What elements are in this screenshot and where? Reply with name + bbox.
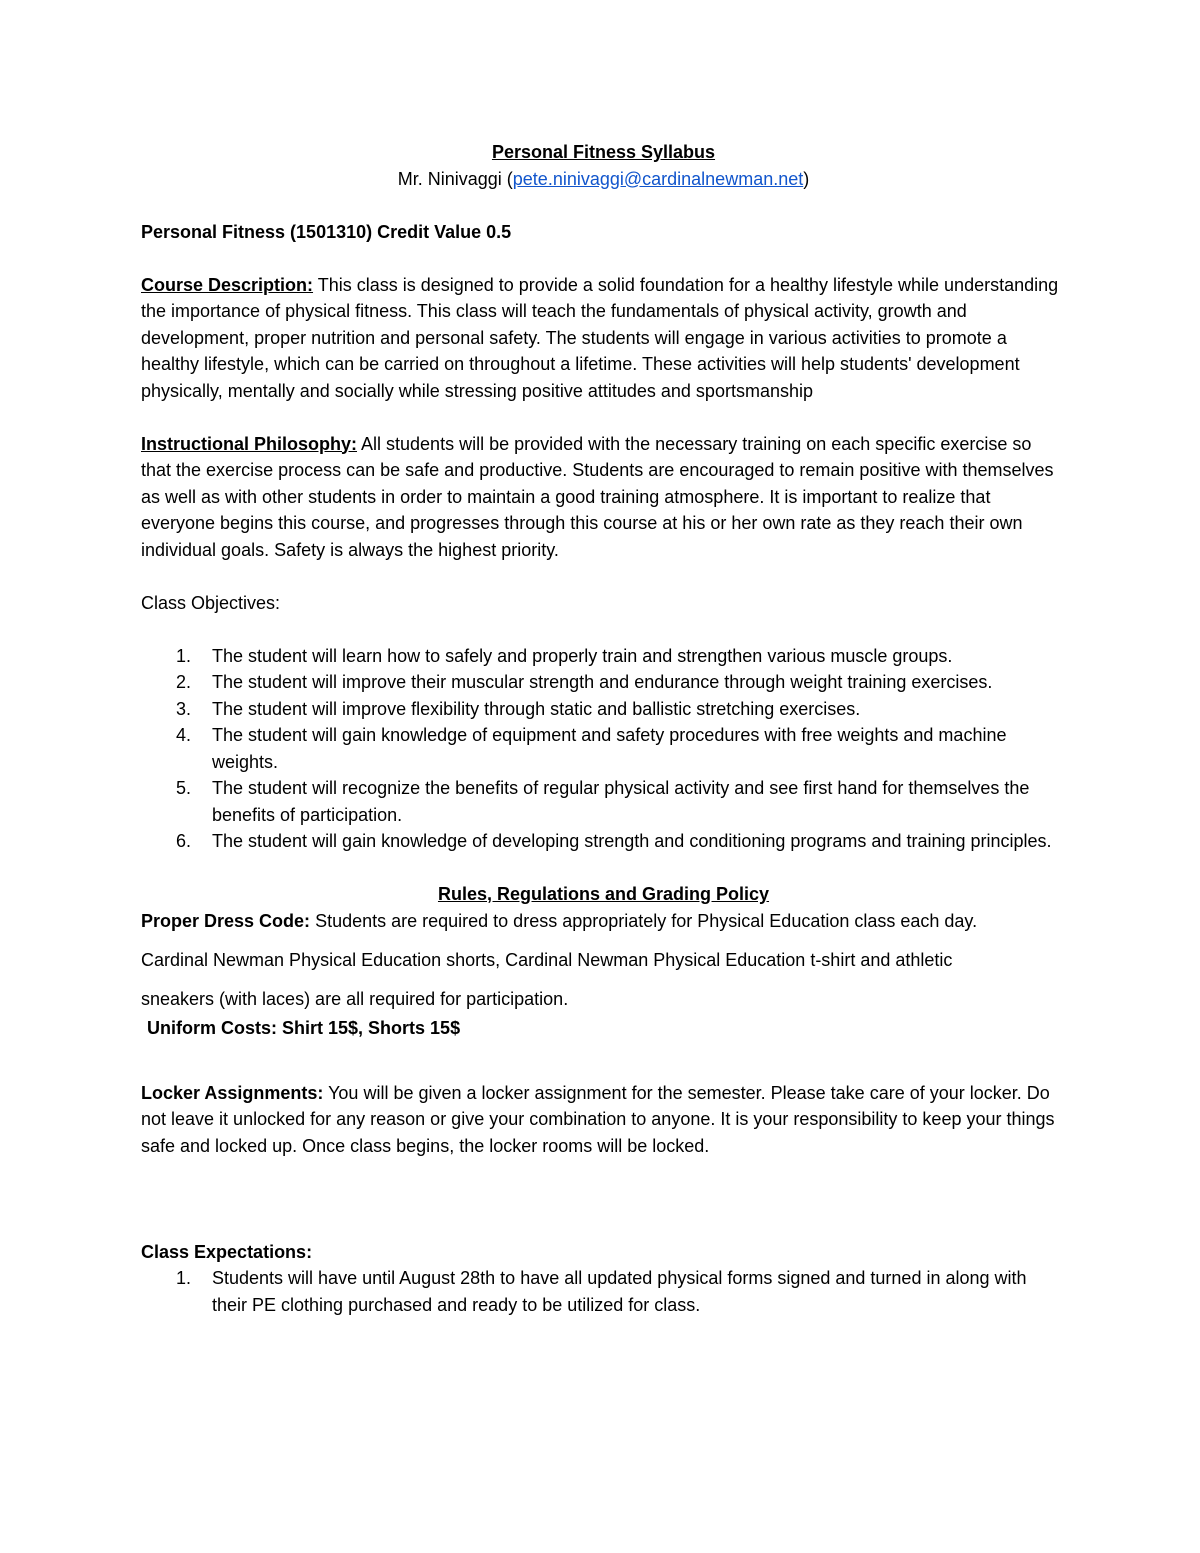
instructional-philosophy-text: All students will be provided with the necessary training on each specific exercise so that the exercise process can be safe and productive. Students are encouraged to remain positive with themselves as well as with other students in order to maintain a good training atmosphere. It is important to realize that everyone begins this course, and progresses through this course at his or her own rate as they reach their own individual goals. Safety is always the highest priority. bbox=[141, 433, 1054, 560]
list-text: The student will improve their muscular strength and endurance through weight training exercises. bbox=[212, 672, 993, 692]
list-text: The student will improve flexibility through static and ballistic stretching exercises. bbox=[212, 698, 861, 719]
syllabus-page bbox=[141, 139, 1066, 1318]
list-text: The student will learn how to safely and properly train and strengthen various muscle groups. bbox=[212, 645, 953, 666]
page-title: Personal Fitness Syllabus bbox=[491, 142, 716, 162]
list-number: 5. bbox=[176, 778, 192, 798]
list-item bbox=[141, 696, 1066, 723]
list-item bbox=[141, 722, 1066, 775]
list-text: The student will recognize the benefits of regular physical activity and see first hand for themselves the benefits of participation. bbox=[212, 778, 1030, 825]
expectations-list bbox=[141, 1265, 1066, 1318]
instructional-philosophy-label: Instructional Philosophy: bbox=[141, 433, 358, 454]
uniform-costs: Uniform Costs: Shirt 15$, Shorts 15$ bbox=[147, 1017, 461, 1038]
dress-code-line-2: Cardinal Newman Physical Education shorts, Cardinal Newman Physical Education t-shirt and athletic bbox=[141, 949, 953, 970]
list-item bbox=[141, 828, 1066, 855]
dress-code-text-1: Students are required to dress appropriately for Physical Education class each day. bbox=[310, 910, 978, 931]
list-number: 1. bbox=[176, 1268, 192, 1288]
teacher-email-link[interactable]: pete.ninivaggi@cardinalnewman.net bbox=[512, 168, 804, 189]
list-number: 3. bbox=[176, 698, 192, 719]
list-item bbox=[141, 669, 1066, 696]
locker-assignments bbox=[141, 1080, 1066, 1160]
dress-code-line-1 bbox=[141, 902, 1066, 941]
dress-code-label: Proper Dress Code: bbox=[141, 910, 311, 931]
list-item bbox=[141, 1265, 1066, 1318]
list-number: 6. bbox=[176, 831, 192, 851]
teacher-line bbox=[141, 166, 1066, 193]
dress-code-section bbox=[141, 902, 1066, 1019]
list-number: 1. bbox=[176, 645, 192, 666]
list-number: 4. bbox=[176, 725, 192, 745]
list-item bbox=[141, 643, 1066, 670]
course-description-label: Course Description: bbox=[141, 274, 314, 295]
course-description bbox=[141, 272, 1066, 405]
list-text: The student will gain knowledge of equipment and safety procedures with free weights and machine weights. bbox=[212, 725, 1007, 772]
course-line: Personal Fitness (1501310) Credit Value 0.5 bbox=[141, 221, 512, 242]
list-number: 2. bbox=[176, 672, 192, 692]
syllabus-header bbox=[141, 139, 1066, 166]
rules-heading: Rules, Regulations and Grading Policy bbox=[437, 884, 770, 904]
course-description-text: This class is designed to provide a solid foundation for a healthy lifestyle while understanding the importance of physical fitness. This class will teach the fundamentals of physical activity, growth and development, proper nutrition and personal safety. The students will engage in various activities to promote a healthy lifestyle, which can be carried on throughout a lifetime. These activities will help students' development physically, mentally and socially while stressing positive attitudes and sportsmanship bbox=[141, 274, 1059, 401]
objectives-list bbox=[141, 643, 1066, 855]
locker-assignments-text: You will be given a locker assignment for the semester. Please take care of your locker. Do not leave it unlocked for any reason or give your combination to anyone. It is your responsibility to keep your things safe and locked up. Once class begins, the locker rooms will be locked. bbox=[141, 1082, 1055, 1156]
list-item bbox=[141, 775, 1066, 828]
list-text: The student will gain knowledge of developing strength and conditioning programs and training principles. bbox=[212, 831, 1052, 851]
dress-code-line-3: sneakers (with laces) are all required for participation. bbox=[141, 988, 569, 1009]
objectives-heading: Class Objectives: bbox=[141, 592, 281, 613]
expectations-heading: Class Expectations: bbox=[141, 1241, 313, 1262]
teacher-prefix: Mr. Ninivaggi ( bbox=[397, 168, 513, 189]
instructional-philosophy bbox=[141, 431, 1066, 564]
teacher-suffix: ) bbox=[803, 168, 810, 189]
locker-assignments-label: Locker Assignments: bbox=[141, 1082, 324, 1103]
list-text: Students will have until August 28th to have all updated physical forms signed and turned in along with their PE clothing purchased and ready to be utilized for class. bbox=[212, 1268, 1027, 1315]
